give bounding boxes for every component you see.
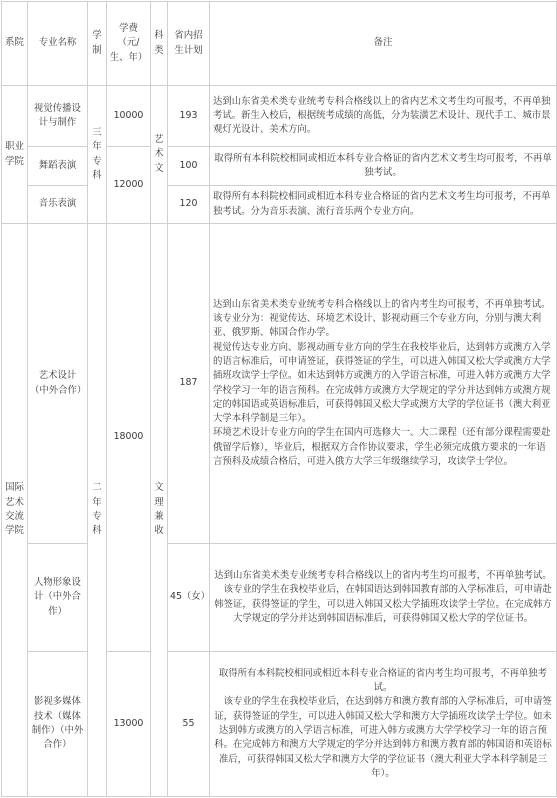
note-paragraph: 达到山东省美术类专业统考专科合格线以上的省内艺术文考生均可报考，不再单独考试。新生入校后，根据统考成绩的高低，分为装潢艺术设计、现代手工、城市景观灯光设计、美术方向。 (213, 95, 551, 136)
major-cell: 人物形象设计（中外合作） (28, 544, 88, 652)
note-cell (210, 186, 557, 224)
college-cell: 国际艺术交流学院 (2, 224, 28, 797)
table-row (2, 652, 557, 797)
note-paragraph: 取得所有本科院校相同或相近本科专业合格证的省内考生均可报考，不再单独考试。 (218, 667, 548, 694)
note-cell (210, 147, 557, 186)
header-subject: 科类 (151, 2, 168, 86)
fee-cell: 18000 (107, 224, 151, 652)
length-cell: 三年专科 (88, 86, 107, 224)
note-paragraph: 该专业的学生在我校毕业后，在达到韩方和澳方教育部的入学标准后，可申请签证，获得签证的学生，可以进入韩国又松大学和澳方大学插班攻读学士学位。如未达到韩方或澳方的入学语言标准，可进入韩方或澳方大学学校学习一年的语言预科。在完成韩方和澳方大学规定的学分并达到韩方和澳方教育部的韩国语和英语标准后，可获得韩国又松大学和澳方大学的学位证书（澳大利亚大学本科学制是三年）。 (214, 696, 552, 779)
table-row (2, 224, 557, 544)
fee-cell: 13000 (107, 652, 151, 797)
major-cell: 视觉传播设计与制作 (28, 86, 88, 147)
note-paragraph: 该专业分为：视觉传达、环境艺术设计、影视动画三个专业方向，分别与澳大利亚、俄罗斯、韩国合作办学。 (213, 313, 542, 339)
note-paragraph: 取得所有本科院校相同或相近本科专业合格证的省内艺术文考生均可报考，不再单独考试。 (214, 152, 552, 178)
note-cell (210, 224, 557, 544)
plan-cell: 55 (168, 652, 210, 797)
note-paragraph: 达到山东省美术类专业统考专科合格线以上的省内考生均可报考，不再单独考试。 (214, 569, 552, 581)
plan-cell: 120 (168, 186, 210, 224)
table-row (2, 186, 557, 224)
subject-cell: 艺术文 (151, 86, 168, 224)
subject-cell: 文理兼收 (151, 224, 168, 797)
admission-plan-table (1, 1, 557, 797)
note-paragraph: 环境艺术设计专业方向的学生在国内可选修大一、大二课程（还有部分课程需要赴俄留学后修），毕业后，根据双方合作协议要求，学生必须完成俄方要求的一年语言预科及成绩合格后，可进入俄方大学三年级继续学习，攻读学士学位。 (213, 427, 551, 467)
header-major: 专业名称 (28, 2, 88, 86)
major-cell: 影视多媒体技术（媒体制作）（中外合作） (28, 652, 88, 797)
note-paragraph: 视觉传达专业方向、影视动画专业方向的学生在我校毕业后，达到韩方或澳方入学的语言标准后，可申请签证，获得签证的学生，可以进入韩国又松大学或澳方大学插班攻读学士学位。如未达到韩方或澳方的入学语言标准，可进入韩方或澳方大学学校学习一年的语言预科。在完成韩方或澳方大学规定的学分并达到韩方或澳方规定的韩国语或英语标准后，可获得韩国又松大学或澳方大学的学位证书（澳大利亚大学本科学制是三年）。 (213, 341, 551, 425)
header-fee: 学费（元/生、年） (107, 2, 151, 86)
major-cell: 音乐表演 (28, 186, 88, 224)
length-cell: 二年专科 (88, 224, 107, 797)
fee-cell: 12000 (107, 147, 151, 224)
fee-cell: 10000 (107, 86, 151, 147)
college-cell: 职业学院 (2, 86, 28, 224)
note-paragraph: 该专业的学生在我校毕业后，在韩国语达到韩国教育部的入学标准后，可申请赴韩签证，获得签证的学生，可以进入韩国又松大学插班攻读学士学位。在完成韩方大学规定的学分并达到韩国语标准后，可获得韩国又松大学的学位证书。 (214, 584, 552, 624)
note-cell (210, 544, 557, 652)
header-note: 备注 (210, 2, 557, 86)
major-cell: 艺术设计（中外合作） (28, 224, 88, 544)
note-cell (210, 86, 557, 147)
plan-cell: 100 (168, 147, 210, 186)
note-paragraph: 达到山东省美术类专业统考专科合格线以上的省内考生均可报考，不再单独考试。 (213, 298, 551, 310)
table-row (2, 544, 557, 652)
major-cell: 舞蹈表演 (28, 147, 88, 186)
note-paragraph: 取得所有本科院校相同或相近本科专业合格证的省内艺术文考生均可报考，不再单独考试。分为音乐表演、流行音乐两个专业方向。 (213, 191, 551, 217)
table-row (2, 147, 557, 186)
plan-cell: 45（女） (168, 544, 210, 652)
header-row (2, 2, 557, 86)
table-row (2, 86, 557, 147)
header-college: 系院 (2, 2, 28, 86)
note-cell (210, 652, 557, 797)
header-length: 学制 (88, 2, 107, 86)
plan-cell: 193 (168, 86, 210, 147)
header-plan: 省内招生计划 (168, 2, 210, 86)
plan-cell: 187 (168, 224, 210, 544)
